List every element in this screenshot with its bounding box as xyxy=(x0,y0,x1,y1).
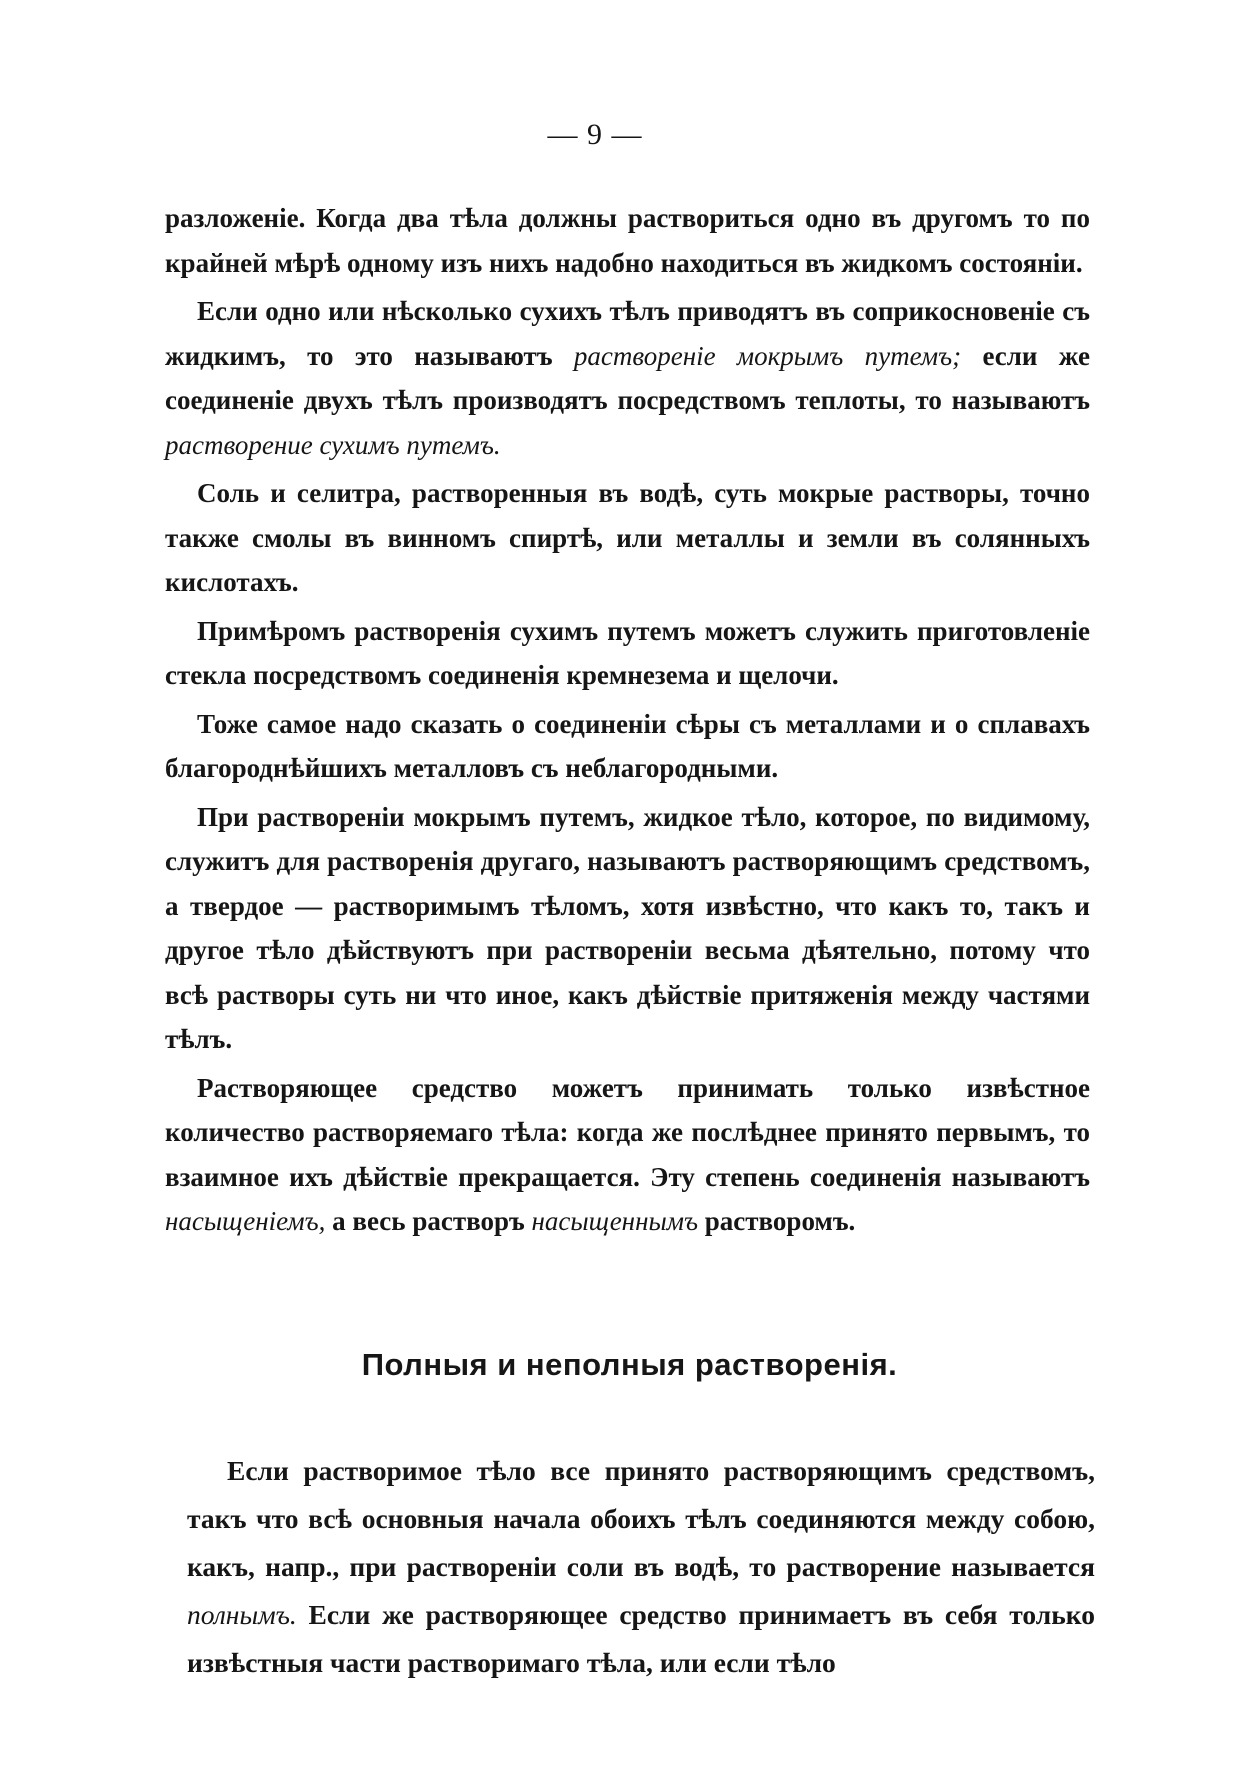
text-run: разложеніе. Когда два тѣла должны раствориться одно въ другомъ то по крайней мѣрѣ одному изъ нихъ надобно находиться въ жидкомъ состояніи. xyxy=(165,203,1090,278)
text-run: Если растворимое тѣло все принято растворяющимъ средствомъ, такъ что всѣ основныя начала обоихъ тѣлъ соединяются между собою, какъ, напр., при раствореніи соли въ водѣ, то растворение называется xyxy=(187,1455,1095,1582)
page-number: — 9 — xyxy=(547,118,643,151)
text-run: растворомъ. xyxy=(698,1206,856,1236)
paragraph xyxy=(165,1066,1090,1244)
text-run: Тоже самое надо сказать о соединеніи сѣры съ металлами и о сплавахъ благороднѣйшихъ металловъ съ неблагородными. xyxy=(165,708,1090,783)
text-run: если же соединеніе двухъ тѣлъ производятъ посредствомъ теплоты, то называютъ xyxy=(165,340,1090,415)
paragraph xyxy=(165,196,1090,285)
paragraph xyxy=(165,609,1090,698)
text-run: Растворяющее средство можетъ принимать только извѣстное количество растворяемаго тѣла: когда же послѣднее принято первымъ, то взаимное ихъ дѣйствіе прекращается. Эту степень соединенія называютъ xyxy=(165,1072,1090,1192)
text-run: а весь растворъ xyxy=(325,1206,532,1236)
italic-term: насыщеніемъ, xyxy=(165,1206,326,1236)
text-run: Если одно или нѣсколько сухихъ тѣлъ приводятъ въ соприкосновеніе съ жидкимъ, то это называютъ xyxy=(165,296,1090,371)
italic-term: насыщеннымъ xyxy=(531,1206,699,1236)
paragraph xyxy=(165,795,1090,1062)
text-run: При раствореніи мокрымъ путемъ, жидкое тѣло, которое, по видимому, служитъ для растворенія другаго, называютъ растворяющимъ средствомъ, а твердое — растворимымъ тѣломъ, хотя извѣстно, что какъ то, такъ и другое тѣло дѣйствуютъ при раствореніи весьма дѣятельно, потому что всѣ растворы суть ни что иное, какъ дѣйствіе притяженія между частями тѣлъ. xyxy=(165,801,1090,1054)
section-heading: Полныя и неполныя растворенія. xyxy=(361,1347,898,1382)
italic-term: полнымъ. xyxy=(187,1599,297,1630)
paragraph xyxy=(187,1447,1095,1687)
paragraph xyxy=(165,471,1090,605)
italic-term: растворение сухимъ путемъ. xyxy=(165,429,501,460)
text-run: Если же растворяющее средство принимаетъ въ себя только извѣстныя части растворимаго тѣла, или если тѣло xyxy=(187,1599,1095,1678)
paragraph xyxy=(165,289,1090,467)
paragraph xyxy=(165,702,1090,791)
text-run: Соль и селитра, растворенныя въ водѣ, суть мокрые растворы, точно также смолы въ винномъ спиртѣ, или металлы и земли въ солянныхъ кислотахъ. xyxy=(165,478,1090,597)
section-text xyxy=(187,1447,1095,1687)
text-run: Примѣромъ растворенія сухимъ путемъ можетъ служить приготовленіе стекла посредствомъ соединенія кремнезема и щелочи. xyxy=(165,615,1090,690)
body-text xyxy=(165,196,1090,1244)
italic-term: раствореніе мокрымъ путемъ; xyxy=(573,340,962,371)
